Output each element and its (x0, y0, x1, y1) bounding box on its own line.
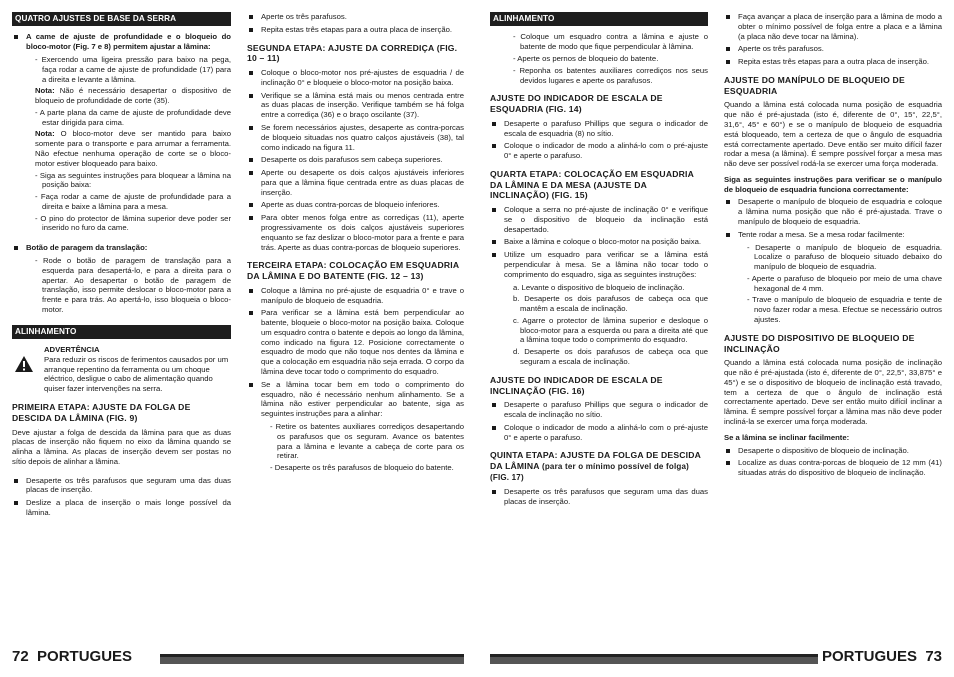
list-item: - Retire os batentes auxiliares corrediços desapertando os parafusos que os seguram. Avance os batentes para a lâmina e levante a cabeça de corte para os retirar. (270, 421, 464, 461)
list-item: Verifique se a lâmina está mais ou menos centrada entre as duas placas de inserção. Verifique também se há folga entre a corrediça (36) e o braço oscilante (37). (247, 91, 464, 120)
column-3 (490, 12, 708, 510)
list-item: a. Levante o dispositivo de bloqueio de inclinação. (513, 282, 685, 292)
list-item: Repita estas três etapas para a outra placa de inserção. (724, 57, 942, 67)
list-item: Aperte os três parafusos. (724, 44, 942, 54)
paragraph: Siga as seguintes instruções para verificar se o manípulo de bloqueio de esquadria funciona correctamente: (724, 174, 942, 194)
list-item: - Reponha os batentes auxiliares corrediços nos seus devidos lugares e aperte os parafusos. (513, 65, 709, 85)
footer-bar (490, 654, 818, 664)
list-item: c. Agarre o protector de lâmina superior e desloque o bloco-motor para a esquerda ou para a direita até que a lâmina toque todo o comprimento do esquadro. (513, 315, 708, 345)
list-item: b. Desaperte os dois parafusos de cabeça oca que mantêm a escala de inclinação. (513, 294, 708, 314)
list-item: Coloque o bloco-motor nos pré-ajustes de esquadria / de inclinação 0° e bloqueie o bloco-motor na posição baixa. (247, 68, 464, 88)
list-item: - Desaperte os três parafusos de bloqueio do batente. (270, 463, 454, 473)
column-2 (247, 12, 464, 475)
heading: QUINTA ETAPA: AJUSTE DA FOLGA DE DESCIDA DA LÂMINA (para ter o mínimo possível de folga) (FIG. 17) (490, 450, 701, 483)
list-item: Coloque o indicador de modo a alinhá-lo com o pré-ajuste 0° e aperte o parafuso. (490, 141, 708, 161)
paragraph: Quando a lâmina está colocada numa posição de inclinação que não é pré-ajustada (isto é, diferente de 0°, 22,5°, 33,875° e 45°) e se o dispositivo de bloqueio de inclinação está travado, tem a certeza de que o ângulo de inclinação está correctamente apertado. Deve ser então muito difícil inclinar a lâmina. É sempre possível forçar a lâmina mas não deve poder incliná-la se exercer uma força moderada. (724, 358, 942, 426)
list-item: Localize as duas contra-porcas de bloqueio de 12 mm (41) situadas atrás do dispositivo de bloqueio de inclinação. (724, 458, 942, 478)
list-item: Coloque a lâmina no pré-ajuste de esquadria 0° e trave o manípulo de bloqueio de esquadria. (247, 286, 464, 306)
list-item: Deslize a placa de inserção o mais longe possível da lâmina. (12, 498, 231, 518)
page-label-right: PORTUGUES 73 (821, 648, 942, 665)
list-item: A came de ajuste de profundidade e o bloqueio do bloco-motor (Fig. 7 e 8) permitem ajustar a lâmina: (12, 32, 231, 52)
list-item: Se forem necessários ajustes, desaperte as contra-porcas de bloqueio situadas nos quatro calços ajustáveis (38), tal como indicado na figura 11. (247, 123, 464, 152)
warning-text: Para reduzir os riscos de ferimentos causados por um arranque repentino da ferramenta ou um choque eléctrico, desligue o cabo de alimentação quando quiser fazer intervenções na serra. (44, 354, 229, 394)
heading: QUARTA ETAPA: COLOCAÇÃO EM ESQUADRIA DA LÂMINA E DA MESA (AJUSTE DA INCLINAÇÃO) (FIG. 15) (490, 168, 694, 201)
list-item: Desaperte os dois parafusos sem cabeça superiores. (247, 155, 464, 165)
page-label-left: 72 PORTUGUES (12, 648, 133, 665)
note: Nota: Não é necessário desapertar o dispositivo de bloqueio de profundidade de corte (35). (35, 86, 231, 106)
heading: AJUSTE DO INDICADOR DE ESCALA DE INCLINAÇÃO (FIG. 16) (490, 374, 663, 396)
list-item: Repita estas três etapas para a outra placa de inserção. (247, 25, 464, 35)
list-item: - O pino do protector de lâmina superior deve poder ser inserido no furo da came. (35, 213, 231, 233)
section-header-alignment: ALINHAMENTO (12, 325, 231, 339)
heading: SEGUNDA ETAPA: AJUSTE DA CORREDIÇA (FIG. 10 – 11) (247, 42, 458, 64)
heading: PRIMEIRA ETAPA: AJUSTE DA FOLGA DE DESCIDA DA LÂMINA (FIG. 9) (12, 402, 191, 423)
page-number: 73 (925, 648, 942, 665)
list-item: Desaperte os três parafusos que seguram uma das duas placas de inserção. (490, 487, 708, 507)
list-item: - A parte plana da came de ajuste de profundidade deve estar dirigida para cima. (35, 107, 231, 127)
column-4 (724, 12, 942, 481)
list-item: - Aperte o parafuso de bloqueio por meio de uma chave hexagonal de 4 mm. (747, 273, 942, 293)
note: Nota: O bloco-motor deve ser mantido para baixo somente para o transporte e para arrumar a ferramenta. Não efectue nenhuma operação de corte se o bloco-motor estiver bloqueado para baixo. (35, 129, 231, 168)
warning-block (12, 345, 231, 394)
list-item: Aperte as duas contra-porcas de bloqueio inferiores. (247, 200, 464, 210)
list-item: - Trave o manípulo de bloqueio de esquadria e tente de novo fazer rodar a mesa. Efectue se necessário outros ajustes. (747, 295, 942, 324)
heading: AJUSTE DO DISPOSITIVO DE BLOQUEIO DE INCLINAÇÃO (724, 332, 915, 354)
list-item: Coloque o indicador de modo a alinhá-lo com o pré-ajuste 0° e aperte o parafuso. (490, 423, 708, 443)
list-item: - Siga as seguintes instruções para bloquear a lâmina na posição baixa: (35, 170, 231, 190)
list-item: - Coloque um esquadro contra a lâmina e ajuste o batente de modo que fique perpendicular à lâmina. (513, 32, 708, 52)
warning-icon (14, 355, 34, 373)
list-item: Desaperte o dispositivo de bloqueio de inclinação. (724, 446, 942, 456)
heading: TERCEIRA ETAPA: COLOCAÇÃO EM ESQUADRIA DA LÂMINA E DO BATENTE (FIG. 12 – 13) (247, 260, 459, 282)
list-item: Desaperte os três parafusos que seguram uma das duas placas de inserção. (12, 476, 231, 496)
list-item: d. Desaperte os dois parafusos de cabeça oca que seguram a escala de inclinação. (513, 347, 708, 367)
list-item: - Rode o botão de paragem de translação para a esquerda para desapertá-lo, e para a direita para o apertar. Ao desapertar o botão de paragem de translação, isso permite deslocar o bloco-motor para a frente e para trás. Ao apertá-lo, isso bloqueia o bloco-motor. (35, 256, 231, 314)
list-item: Utilize um esquadro para verificar se a lâmina está perpendicular à mesa. Se a lâmina não tocar todo o comprimento do esquadro, siga as seguintes instruções: (490, 250, 708, 279)
paragraph: Deve ajustar a folga de descida da lâmina para que as duas placas de inserção não fiquem no eixo da lâmina quando se alinha a lâmina. As placas de inserção devem ser postas no sítio depois de alinhar a lâmina. (12, 427, 231, 466)
list-item: - Desaperte o manípulo de bloqueio de esquadria. Localize o parafuso de bloqueio situado debaixo do manípulo de bloqueio de esquadria. (747, 242, 942, 272)
warning-title: ADVERTÊNCIA (44, 345, 100, 355)
footer-bar (160, 654, 464, 664)
paragraph: Se a lâmina se inclinar facilmente: (724, 432, 850, 442)
list-item: Para obter menos folga entre as corrediças (11), aperte progressivamente os dois calços ajustáveis superiores enquanto se faz deslizar o bloco-motor para a frente e para trás. Aperte as duas contra-porcas de bloqueio superiores. (247, 213, 464, 252)
list-item: - Aperte os pernos de bloqueio do batente. (513, 53, 659, 63)
list-item: Baixe a lâmina e coloque o bloco-motor na posição baixa. (490, 237, 708, 247)
list-item: Se a lâmina tocar bem em todo o comprimento do esquadro, não é necessário nenhum alinhamento. Se a lâmina não estiver perpendicular ao batente, siga as seguintes instruções para a alinhar: (247, 380, 464, 419)
list-item: - Exercendo uma ligeira pressão para baixo na pega, faça rodar a came de ajuste de profundidade (17) para a direita e levante a lâmina. (35, 54, 231, 84)
footer-right (490, 650, 942, 666)
list-item: Coloque a serra no pré-ajuste de inclinação 0° e verifique se o dispositivo de bloqueio da inclinação está desapertado. (490, 205, 708, 234)
list-item: Botão de paragem da translação: (12, 243, 231, 253)
list-item: Desaperte o parafuso Phillips que segura o indicador de escala de inclinação no sítio. (490, 400, 708, 420)
list-item: Desaperte o parafuso Phillips que segura o indicador de escala de esquadria (8) no sítio. (490, 119, 708, 139)
list-item: Desaperte o manípulo de bloqueio de esquadria e coloque a lâmina numa posição que não é pré-ajustada. Trave o manípulo de bloqueio de esquadria. (724, 197, 942, 226)
page-number: 72 (12, 648, 29, 665)
section-header-alignment: ALINHAMENTO (490, 12, 708, 26)
heading: AJUSTE DO MANÍPULO DE BLOQUEIO DE ESQUADRIA (724, 74, 905, 96)
list-item: Para verificar se a lâmina está bem perpendicular ao batente, bloqueie o bloco-motor na posição baixa. Coloque um esquadro contra o batente e depois ao longo da lâmina, como indicado na figura 12. Posicione correctamente o esquadro de modo que não toque nos dentes da lâmina e que a colocação em esquadria não seja errada. O corpo da lâmina deve tocar todo o comprimento do esquadro. (247, 308, 464, 376)
section-header-base-adjustments: QUATRO AJUSTES DE BASE DA SERRA (12, 12, 231, 26)
list-item: Aperte os três parafusos. (247, 12, 464, 22)
paragraph: Quando a lâmina está colocada numa posição de esquadria que não é pré-ajustada (isto é, diferente de 0°, 15°, 22,5°, 31,6°, 45° e 60°) e se o manípulo de bloqueio de esquadria está bloqueado, tem a certeza de que o ângulo de esquadria está correctamente apertado. Deve então ser muito difícil fazer rodar a mesa (a lâmina). É sempre possível forçar a mesa mas não deve ser possível rodá-la se exercer uma força moderada. (724, 100, 942, 169)
column-1 (12, 12, 231, 521)
list-item: Faça avançar a placa de inserção para a lâmina de modo a obter o mínimo possível de folga entre a placa e a lâmina (a placa não deve tocar na lâmina). (724, 12, 942, 41)
footer-left (12, 650, 464, 666)
list-item: Aperte ou desaperte os dois calços ajustáveis inferiores para que a lâmina fique centrada entre as duas placas de inserção. (247, 168, 464, 197)
heading: AJUSTE DO INDICADOR DE ESCALA DE ESQUADRIA (FIG. 14) (490, 93, 663, 115)
list-item: Tente rodar a mesa. Se a mesa rodar facilmente: (724, 230, 942, 240)
list-item: - Faça rodar a came de ajuste de profundidade para a direita e baixe a lâmina para a mesa. (35, 192, 232, 211)
